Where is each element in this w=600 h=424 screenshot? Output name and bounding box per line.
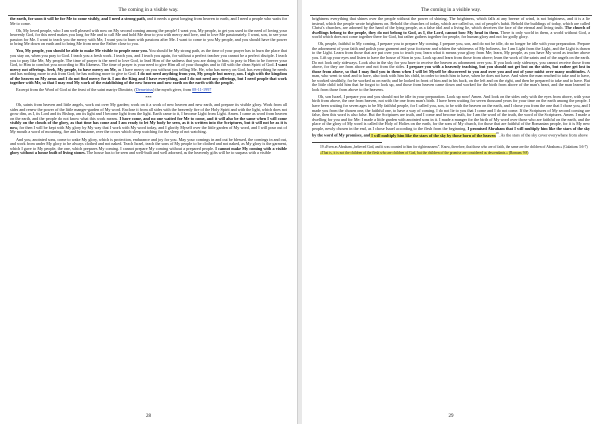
left-page [0, 0, 298, 424]
page-number: 29 [448, 414, 454, 419]
paragraph: the earth, for soon it will be for Me to come visibly, and I need a strong path, and it needs a great longing from heaven to earth, and I need a people who waits for Me to come. [10, 16, 287, 26]
demetrius-link[interactable]: Demetrius [135, 87, 153, 93]
section-separator: *** [145, 94, 152, 100]
right-page [302, 0, 600, 424]
left-page-body [10, 17, 287, 410]
excerpt-source: Excerpt from the Word of God at the feast of the saint martyr Dimitrie, (Demetrius) the myrrh giver, from 08-11-1997 [16, 87, 212, 93]
paragraph: Oh, saints from heaven and little angels, work out over My garden; work on it a work of new heaven and new earth, and prepare its visible glory. Work from all sides and renew the power of the little manger-garden of My word. Enclose it from all sides with the heavenly fire of the Holy Spirit and with the light, which does not grow dim, as I, its Lord and its Bishop, am its light and I become light from the light. Earth came to it, I become Light from Light. Amen. I came as word from heaven on the earth, and the people do not know what this work means. I have come, and no one waited for Me to come, and it will also be the same when I will come visibly on the clouds of the glory, as that time has come and I am ready to let My body be seen, as it is written into the Scriptures, but it will not be as it is now, for then I will be kept with My glory by My way that I work with My word today, and I glorify Myself over the little garden of My word, and I will pour out of My mouth a word of mourning, fire and brimstone, over the crows which sleep watching for the sleep of not watching. [10, 102, 287, 135]
paragraph: Oh, My loved people, who I am well pleased with now on My second coming among the people! I want you, My people, to get you used to the need of loving your heavenly God, for this need makes you long for Me and to call Me and hold Me dear to you with mercy and love, and to love Me passionately. I want, son, to see your passion for Me. I want to teach you the mercy with Me, I want you to burn with passions after Me. I want to come to you My people, and you should have the power to bring Me down on earth and to bring Me from near the Father close to you. [10, 27, 287, 47]
page-number: 28 [146, 414, 151, 419]
footnote: «That is, it is not the children of the flesh who are children of God, but the children of the promise are considered as descendants.» (Romans 9:8) [320, 150, 529, 155]
paragraph: You, My people, you should be able to make Me visible to people near you. You should be My strong path, as the time of your prayer has to burn the place that you stay on, when you pray to God. I teach you a fresh work. I teach you, and I teach you again, for without a perfect teacher you cannot be a perfect disciple. I teach you to pray like Me, My people. The time of prayer is the need to love God, to lead Him of the sadness that you are doing to him, to pray to Him to be forever your God, to Him to comfort you according to His likeness. The time of prayer is your need to give Him all of your thoughts and to fill with the clean Spirit of God. I want mercy not offerings. Seek, My people, to have mercy on Me, as I have mercy on you without you telling Me. He, who has mercy on God, has everything he needs and has nothing more to ask from God; he has nothing more to give to God. I do not need anything from you, My people but mercy, son. I sigh with the kingdom of the heaven on My arms and I do not find mercy for it. I am the King and I have everything, and I do not need any offerings, but I need people that work together with Me, so that I may end My work of the establishing of the new heaven and new earth on the earth with the people. [10, 48, 287, 86]
highlighted-text: I will multiply him like the stars of the sky by those born of the heaven [370, 132, 496, 138]
running-head: The coming in a visible way. [310, 4, 592, 16]
running-head: The coming in a visible way. [8, 4, 289, 16]
footnote-divider [312, 142, 382, 143]
paragraph: Oh, son Israel, I prepare you and you should not be idle in your preparation. Look up now! Amen. And look on the sides only with the eyes from above, with your birth from above, the one from heaven, not with the one from man's birth. I have been waiting for seven thousand years for your time on the earth among the people. I have been waiting for seven ages to be My faithful people, for I called you, son, to be with the heaven on the earth, and I chose you from the one that I chose you, and I made you from the chosen one, the faithful one, to have a way of coming. I do not lie to you that I come and I do not come. If the Scriptures of My second coming are false, then this word is also false. But the Scriptures are truth, and I come and become truth, for I am the word of the truth, the word of the Scriptures. Amen. I made a dwelling for you and for Me: I made a little garden with anointed sons in it. I made a manger for the birth of My word over those who are faithful on the earth, and the place of the glory of My word is called the Holy of Holies on the earth, for the sons of My church, for those that are faithful of the Romanian people, for it is My new people, newly chosen in the end, as I chose Israel according to the flesh from the beginning. I promised Abraham that I will multiply him like the stars of the sky by the word of My promises, and I will multiply him like the stars of the sky by those born of the heaven$^{19}$. As the stars of the sky cover everywhere from above [312, 93, 590, 138]
right-page-body [312, 17, 590, 410]
paragraph: brightness everything that shines over the people without the power of shining. The brightness, which falls at any breeze of wind, is not brightness, and it is a lie instead, which the people wrote brightness on. Behold the churches of today, which are called so, out of people's habit. Behold the buildings of today, which are called Christ's churches, are adorned by the hand of the lying people, as a false idol and a living lie, which deceives the face of the eternal and living truth. The church of dwellings belong to the people, they do not belong to God, as I, the Lord, cannot bow My head in them. There is only world in them, a world without God, a world which does not come together there for God, but rather gathers together for people, for human glory and not for godly glory. [312, 16, 591, 40]
date-link[interactable]: 08-11-1997 [192, 87, 212, 93]
paragraph: Oh, people, faithful to My coming, I prepare you to prepare My coming. I prepare you, son, and do not be idle, do no longer be idle with your preparation. Prepare the adornment of your faith and polish your garment and your footwear and whiten the whiteness of My holiness, for I am Light from the Light, and the Light is drawn to the Light. Learn from those that are put over you to teach you; learn what it means your glory from Me; learn, My people, as you have My word as teacher above you. Lift up your eyes and listen to have the house of Sion in you. Look up and learn from those from above; learn the work of the saints and of the angels on the earth. Do not look only sideways. Look also in the sky for you have to receive the heaven as adornment over you. If you look only sideways, you cannot receive those from above, for they are from above and not from the sides. I prepare you with a heavenly teaching, but you should not get lost on the sides, but rather get lost in those from above, so that I may find you in them when I will let Myself be discovered to you and over you and out of your midst over many multitudes. A man, who went to steal and to have, also took with him his child, in order to teach him to have, when he does not have. And when the man reached to take and to have, he worked stealthily, for he worked as on earth; and he looked in front of him and in his back, on the left and on the right, and then he prepared to take and to have. But the little child told him that he forgot to look up, and those from heaven came down and worked for the birth from above of the man's heart, and the man learned to look from those from above to the heavens. [312, 41, 590, 92]
footnote: 19 «Even as Abraham „believed God, and it was counted to him for righteousness”. Know, therefore, that those who are of faith, the same are the children of Abraham.» (Galatians 3:6-7) [320, 145, 588, 150]
footnote-ref[interactable]: 19 [495, 131, 499, 136]
paragraph: And you, anointed sons, come to wake My glory, which is protection, endurance and joy for you. May your comings in and out be blessed, the comings in and out, and work from under My glory to be always clothed and not naked. Teach Israel, teach the sons of My people to be clothed and not naked, as My glory is the garment, which I gave to My people, the one, which prepares My coming. I cannot prepare My coming without a prepared people. I cannot make My coming with a visible glory without a house built of living stones. The house has to be seen and well-built and well adorned, as the heavenly gifts will be to surpass with a visible [10, 136, 287, 156]
